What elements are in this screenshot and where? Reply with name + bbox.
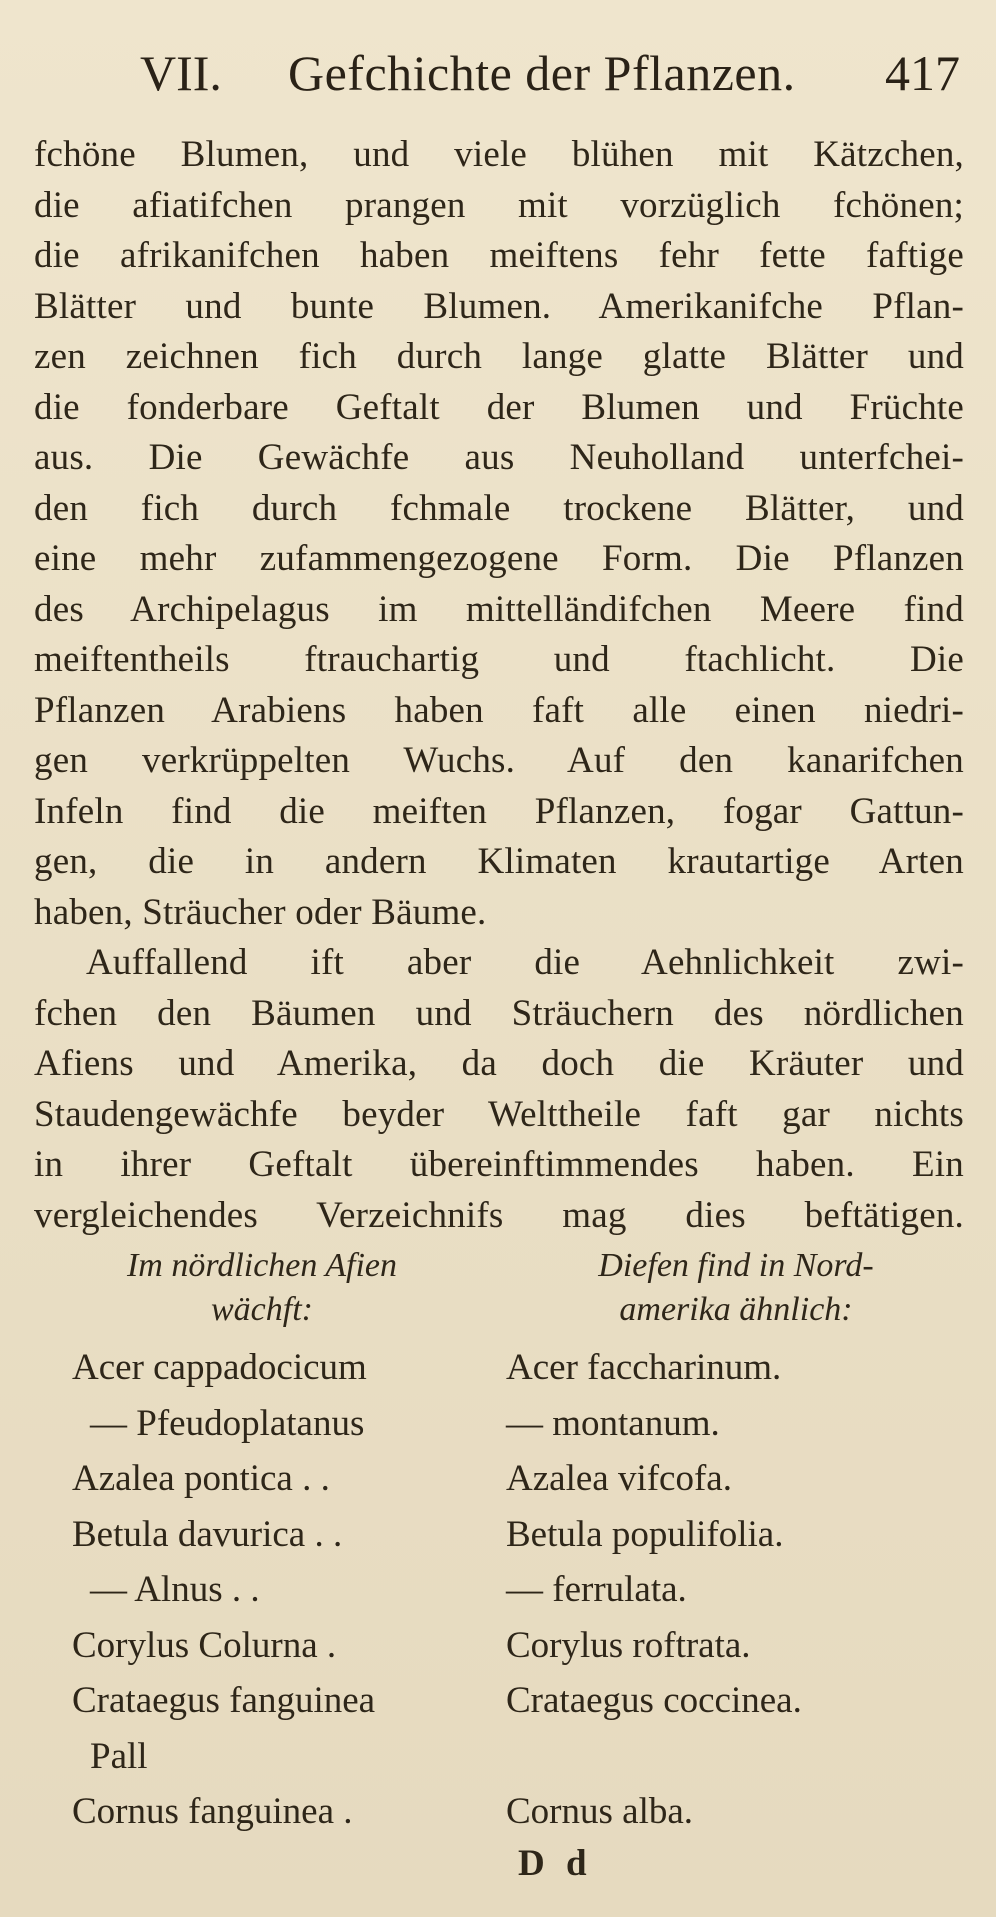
running-header (140, 44, 960, 116)
text-line: meiftentheils ftrauchartig und ftachlicht. Die (34, 639, 964, 680)
right-column-heading (508, 1244, 964, 1332)
text-line: Auffallend ift aber die Aehnlichkeit zwi- (86, 942, 964, 983)
asian-species: Corylus Colurna . (72, 1624, 337, 1666)
left-column-heading (72, 1244, 452, 1332)
american-species: — montanum. (506, 1402, 720, 1444)
american-species: Betula populifolia. (506, 1513, 784, 1555)
list-row (72, 1396, 964, 1452)
paragraph-2 (34, 938, 964, 1241)
list-row (72, 1451, 964, 1507)
text-line: Infeln find die meiften Pflanzen, fogar Gattun- (34, 790, 964, 832)
text-line: den fich durch fchmale trockene Blätter, und (34, 487, 964, 529)
asian-species: Acer cappadocicum (72, 1347, 367, 1388)
asian-species: Cornus fanguinea . (72, 1791, 353, 1832)
text-line: die afrikanifchen haben meiftens fehr fette faftige (34, 235, 964, 276)
american-species: Cornus alba. (506, 1791, 694, 1832)
heading-line: wächft: (211, 1291, 313, 1328)
list-row (72, 1507, 964, 1563)
text-line: in ihrer Geftalt übereinftimmendes haben. Ein (34, 1144, 964, 1185)
text-line: aus. Die Gewächfe aus Neuholland unterfchei- (34, 437, 964, 478)
text-line: Pflanzen Arabiens haben faft alle einen niedri- (34, 689, 964, 731)
list-row (72, 1562, 964, 1618)
list-row (72, 1729, 964, 1785)
american-species: — ferrulata. (506, 1569, 687, 1610)
section-number: VII. (140, 45, 222, 101)
author-abbreviation: Pall (90, 1735, 148, 1777)
text-line: die fonderbare Geftalt der Blumen und Früchte (34, 386, 964, 428)
list-row (72, 1618, 964, 1674)
text-line: die afiatifchen prangen mit vorzüglich fchönen; (34, 184, 964, 226)
heading-line: Diefen find in Nord- (598, 1247, 874, 1284)
american-species: Corylus roftrata. (506, 1624, 751, 1666)
paragraph-1 (34, 130, 964, 938)
text-line: Blätter und bunte Blumen. Amerikanifche Pflan- (34, 285, 964, 327)
list-row (72, 1340, 964, 1396)
text-line: eine mehr zufammengezogene Form. Die Pflanzen (34, 538, 964, 579)
list-row (72, 1673, 964, 1729)
main-text (34, 130, 964, 1241)
american-species: Acer faccharinum. (506, 1347, 782, 1388)
chapter-title: Gefchichte der Pflanzen. (288, 45, 796, 101)
heading-line: amerika ähnlich: (619, 1291, 853, 1328)
list-headings (72, 1244, 964, 1340)
text-line: fchen den Bäumen und Sträuchern des nördlichen (34, 992, 964, 1034)
asian-species: Azalea pontica . . (72, 1458, 330, 1499)
text-line: fchöne Blumen, und viele blühen mit Kätzchen, (34, 134, 964, 175)
american-species: Crataegus coccinea. (506, 1680, 802, 1721)
asian-species: Crataegus fanguinea (72, 1680, 376, 1721)
list-row (72, 1784, 964, 1840)
comparison-list (72, 1244, 964, 1840)
text-line: haben, Sträucher oder Bäume. (34, 891, 487, 933)
signature-mark: D d (518, 1843, 593, 1884)
text-line: zen zeichnen fich durch lange glatte Blätter und (34, 336, 964, 377)
page-number: 417 (885, 45, 960, 101)
asian-species: Betula davurica . . (72, 1513, 343, 1555)
text-line: Staudengewächfe beyder Welttheile faft gar nichts (34, 1093, 964, 1135)
american-species: Azalea vifcofa. (506, 1458, 732, 1499)
text-line: vergleichendes Verzeichnifs mag dies beftätigen. (34, 1194, 964, 1236)
text-line: des Archipelagus im mittelländifchen Meere find (34, 588, 964, 630)
text-line: gen verkrüppelten Wuchs. Auf den kanarifchen (34, 740, 964, 781)
text-line: gen, die in andern Klimaten krautartige Arten (34, 841, 964, 882)
asian-species: — Alnus . . (90, 1569, 260, 1610)
asian-species: — Pfeudoplatanus (90, 1402, 365, 1444)
text-line: Afiens und Amerika, da doch die Kräuter und (34, 1043, 964, 1084)
heading-line: Im nördlichen Afien (126, 1247, 398, 1284)
